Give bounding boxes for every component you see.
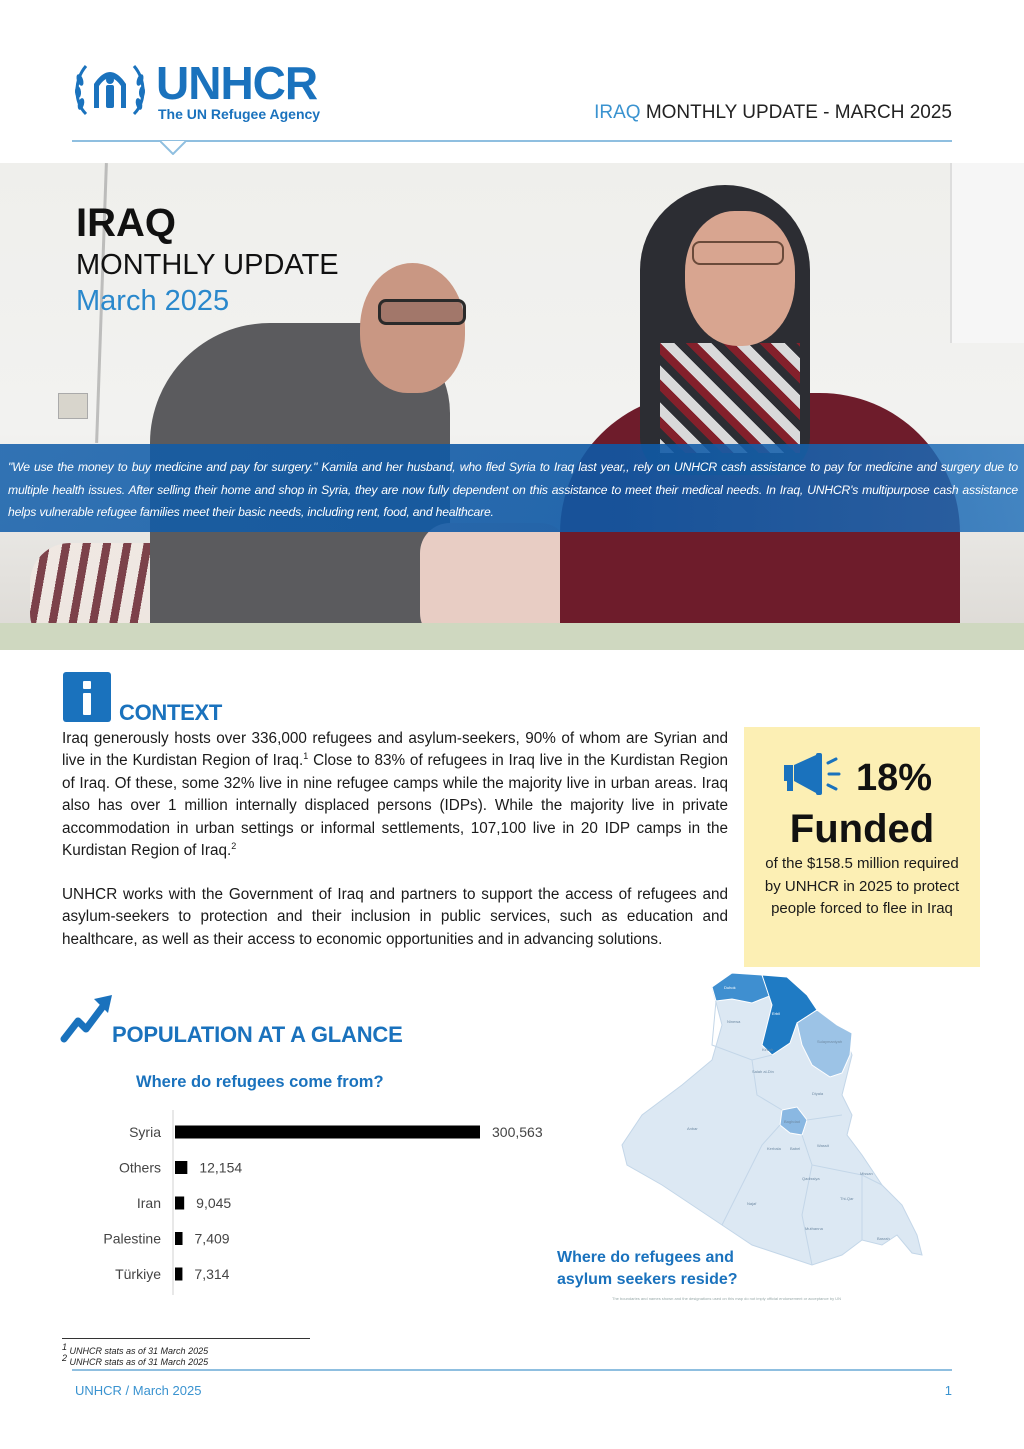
- wall-socket: [58, 393, 88, 419]
- chart-category-label: Others: [118, 1159, 161, 1176]
- header-title-country: IRAQ: [594, 102, 641, 123]
- chart-bar: [175, 1268, 182, 1281]
- header-title: [594, 102, 952, 124]
- context-heading: CONTEXT: [119, 700, 223, 725]
- chart-value-label: 12,154: [199, 1159, 243, 1176]
- iraq-map: [612, 965, 932, 1295]
- map-label-kirkuk: Kirkuk: [762, 1047, 774, 1052]
- footer-divider: [72, 1369, 952, 1371]
- population-heading: POPULATION AT A GLANCE: [112, 1022, 403, 1047]
- map-disclaimer: The boundaries and names shown and the designations used on this map do not imply official endorsement or acceptance by UN: [612, 1296, 841, 1301]
- page-number: 1: [944, 1383, 952, 1398]
- logo-tagline: The UN Refugee Agency: [158, 106, 321, 122]
- hero-date: March 2025: [76, 285, 230, 317]
- footnote-1: $^1$ UNHCR stats as of 31 March 2025: [62, 1342, 209, 1356]
- map-label-babel: Babel: [790, 1146, 801, 1151]
- chart-category-label: Türkiye: [115, 1266, 161, 1282]
- chart-bar: [175, 1126, 480, 1139]
- map-label-salah-al-din: Salah al-Din: [752, 1069, 774, 1074]
- funding-label: Funded: [789, 807, 935, 851]
- hero-subtitle: MONTHLY UPDATE: [76, 249, 339, 281]
- header-notch-icon: [160, 141, 186, 155]
- funding-description: of the $158.5 million required by UNHCR in 2025 to protect people forced to flee in Iraq: [764, 855, 960, 917]
- map-label-qadissiya: Qadissiya: [802, 1176, 820, 1181]
- chart-category-label: Palestine: [103, 1230, 161, 1247]
- map-label-erbil: Erbil: [772, 1011, 781, 1016]
- footnote-ref-1[interactable]: 1: [303, 751, 309, 762]
- map-label-wassit: Wassit: [817, 1143, 829, 1148]
- funding-box: [744, 727, 980, 967]
- map-label-duhok: Duhok: [724, 985, 736, 990]
- footnote-ref-2[interactable]: 2: [231, 840, 237, 851]
- funding-percent: 18%: [856, 757, 933, 799]
- unhcr-logo: [72, 56, 352, 126]
- chart-category-label: Syria: [129, 1124, 161, 1140]
- map-label-missan: Missan: [860, 1171, 873, 1176]
- map-label-thi-qar: Thi-Qar: [840, 1196, 854, 1201]
- chart-category-label: Iran: [136, 1195, 161, 1211]
- photo-caption: "We use the money to buy medicine and pay for surgery." Kamila and her husband, who fled Syria to Iraq last year,, rely on UNHCR cash assistance to pay for medicine and surgery due to multiple health issues. After selling their home and shop in Syria, they are now fully dependent on this assistance to meet their medical needs. In Iraq, UNHCR's multipurpose cash assistance helps vulnerable refugee families meet their basic needs, including rent, food, and healthcare.: [8, 460, 1018, 519]
- context-paragraph-1: Iraq generously hosts over 336,000 refugees and asylum-seekers, 90% of whom are Syrian and live in the Kurdistan Region of Iraq.$^1$ Close to 83% of refugees in Iraq live in the Kurdistan Region of Iraq. Of these, some 32% live in nine refugee camps while the majority live in urban areas. Iraq also has over 1 million internally displaced persons (IDPs). While the majority live in private accommodation in urban settings or informal settlements, 107,100 live in 20 IDP camps in the Kurdistan Region of Iraq.$^2$: [62, 730, 728, 860]
- unhcr-emblem-icon: [72, 58, 148, 122]
- photo-caption-band: [0, 444, 1024, 532]
- header-title-rest: MONTHLY UPDATE - MARCH 2025: [640, 102, 952, 123]
- chart-value-label: 9,045: [196, 1195, 232, 1211]
- map-label-muthanna: Muthanna: [805, 1226, 823, 1231]
- hero-photo: [0, 163, 1024, 650]
- map-label-najaf: Najaf: [747, 1201, 757, 1206]
- map-label-ninewa: Ninewa: [727, 1019, 741, 1024]
- map-label-basrah: Basrah: [877, 1236, 890, 1241]
- chart-bar: [175, 1197, 184, 1210]
- chart-value-label: 300,563: [492, 1124, 543, 1140]
- chart-value-label: 7,409: [194, 1230, 230, 1247]
- footnote-divider: [62, 1338, 310, 1339]
- logo-wordmark: UNHCR: [156, 57, 318, 109]
- info-icon: [63, 672, 111, 722]
- trend-arrow-icon: [60, 993, 114, 1045]
- chart-bar: [175, 1161, 187, 1174]
- window: [950, 163, 1024, 343]
- map-question: Where do refugees and asylum seekers reside?: [557, 1249, 738, 1288]
- map-label-anbar: Anbar: [687, 1126, 698, 1131]
- chart-bar: [175, 1232, 183, 1245]
- map-label-kerbala: Kerbala: [767, 1146, 781, 1151]
- hero-title: IRAQ: [76, 201, 176, 245]
- map-label-baghdad: Baghdad: [784, 1119, 801, 1124]
- megaphone-icon: [784, 753, 844, 797]
- context-paragraph-2: UNHCR works with the Government of Iraq and partners to support the access of refugees and asylum-seekers to protection and their inclusion in public services, such as education and healthcare, as well as their access to economic opportunities and in advancing solutions.: [62, 886, 728, 948]
- chart-title: Where do refugees come from?: [136, 1073, 384, 1091]
- map-label-diyala: Diyala: [812, 1091, 824, 1096]
- chart-value-label: 7,314: [194, 1266, 230, 1282]
- map-label-sulaymaniyah: Sulaymaniyah: [817, 1039, 843, 1044]
- origin-bar-chart: [90, 1110, 560, 1295]
- header-divider: [72, 140, 952, 142]
- footer-source: UNHCR / March 2025: [75, 1383, 202, 1398]
- footnote-2: $^2$ UNHCR stats as of 31 March 2025: [62, 1353, 209, 1367]
